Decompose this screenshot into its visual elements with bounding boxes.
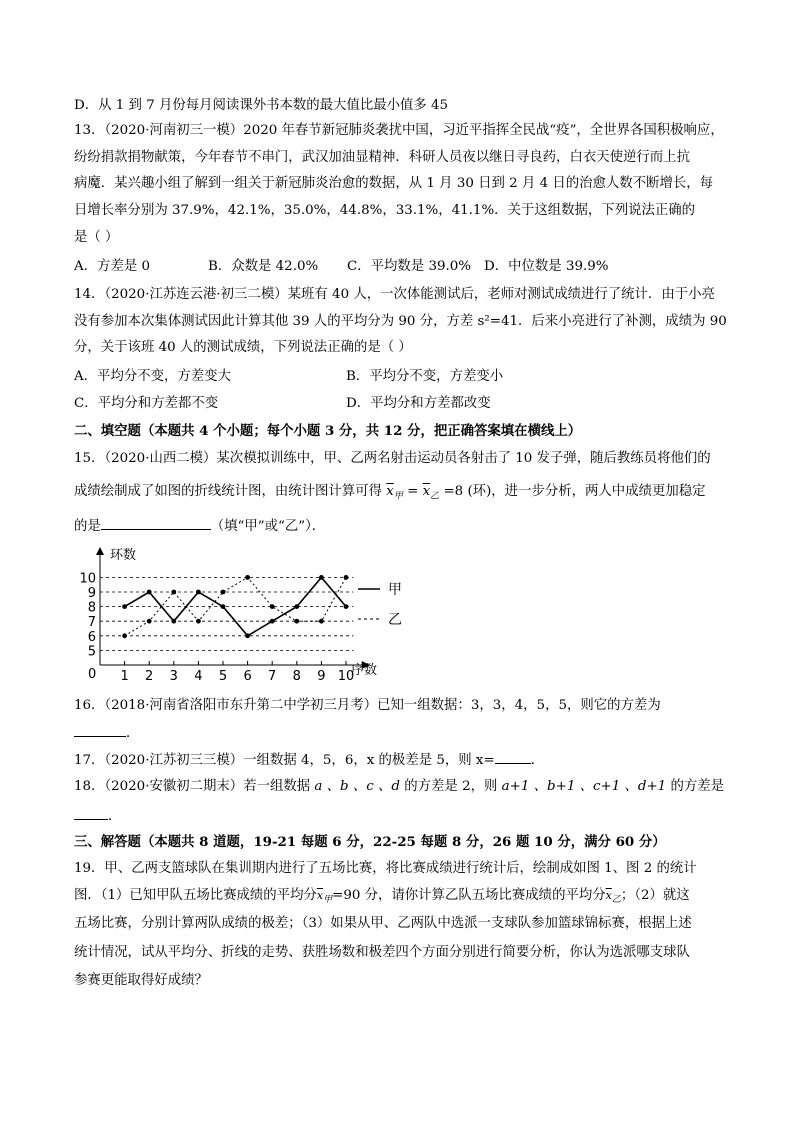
series-1-point-1 (122, 604, 127, 609)
y-tick-label-10: 10 (79, 571, 96, 587)
x-tick-label-1: 1 (120, 669, 129, 684)
q16-answer-blank[interactable] (74, 722, 126, 737)
y-tick-label-9: 9 (87, 586, 96, 601)
q15-line-3 (74, 515, 734, 537)
x-bar-yi: $\overline{x}$ (422, 484, 431, 499)
x-tick-label-5: 5 (218, 669, 228, 684)
series-1-point-7 (270, 619, 275, 624)
q13-line-3: 病魔．某兴趣小组了解到一组关于新冠肺炎治愈的数据，从 1 月 30 日到 2 月 4 日的治愈人数不断增长，每 (74, 176, 714, 191)
q13-line-1: 13．（2020·河南初三一模）2020 年春节新冠肺炎袭扰中国，习近平指挥全民战“疫”，全世界各国积极响应， (74, 123, 724, 138)
sub-jia: 甲 (393, 491, 403, 502)
series-2-point-2 (147, 619, 152, 624)
origin-label: 0 (88, 667, 97, 682)
series-2-point-5 (221, 590, 226, 595)
sub-jia-19: 甲 (323, 895, 333, 906)
series-1-point-6 (245, 633, 250, 638)
q15-line-3-text-a: 的是 (74, 519, 101, 534)
q19-line-1: 19．甲、乙两支篮球队在集训期内进行了五场比赛，将比赛成绩进行统计后，绘制成如图 1、图 2 的统计 (74, 861, 697, 876)
q15-line-2 (74, 482, 734, 507)
q14-option-c: C．平均分和方差都不变 (74, 396, 219, 411)
q13-line-2: 纷纷捐款捐物献策，今年春节不串门，武汉加油显精神．科研人员夜以继日寻良药，白衣天使逆行而上抗 (74, 150, 690, 165)
q18-text-b: 的方差是 2，则 (404, 779, 498, 794)
q13-option-b: B．众数是 42.0% (208, 259, 319, 274)
mean-value: =8 (443, 484, 464, 499)
x-tick-label-6: 6 (243, 669, 252, 684)
q14-line-3: 分，关于该班 40 人的测试成绩，下列说法正确的是（ ） (74, 340, 412, 355)
q18-text-c: 的方差是 (670, 779, 725, 794)
series-1-point-2 (147, 590, 152, 595)
q13-option-a: A．方差是 0 (74, 259, 151, 274)
series-2-point-4 (196, 619, 201, 624)
x-tick-label-2: 2 (145, 669, 154, 684)
q18-text-a: 18．（2020·安徽初二期末）若一组数据 (74, 779, 311, 794)
q14-option-b: B．平均分不变，方差变小 (346, 369, 504, 384)
y-tick-label-6: 6 (87, 629, 96, 645)
section-3-heading: 三、解答题（本题共 8 道题，19-21 每题 6 分，22-25 每题 8 分，26 题 10 分，满分 60 分） (74, 834, 666, 850)
sub-yi: 乙 (430, 491, 440, 502)
chart-legend (358, 582, 402, 628)
eq-sign: = (407, 484, 419, 499)
q19-line-3: 五场比赛，分别计算两队成绩的极差；（3）如果从甲、乙两队中选派一支球队参加篮球锦标赛，根据上述 (74, 916, 692, 931)
q13-option-c: C．平均数是 39.0% (347, 259, 471, 274)
q15-line-2-text-a: 成绩绘制成了如图的折线统计图，由统计图计算可得 (74, 484, 382, 499)
q14-option-a: A．平均分不变，方差变大 (74, 369, 231, 384)
series-2-point-3 (171, 590, 176, 595)
x-bar-jia: $\overline{x}$ (386, 484, 394, 499)
q13-option-d: D．中位数是 39.9% (484, 259, 609, 274)
q15-line-3-text-b: （填“甲”或“乙”）． (210, 519, 326, 534)
series-2-point-1 (122, 633, 127, 638)
series-1-point-8 (294, 604, 299, 609)
q13-line-4: 日增长率分别为 37.9%，42.1%，35.0%，44.8%，33.1%，41.1%．关于这组数据，下列说法正确的 (74, 203, 696, 218)
series-2-point-6 (245, 575, 250, 580)
q19-line-2 (74, 886, 734, 910)
series-2-point-7 (270, 604, 275, 609)
q19-text-b: =90 分，请你计算乙队五场比赛成绩的平均分 (332, 888, 606, 903)
x-tick-label-3: 3 (169, 669, 178, 684)
line-chart (70, 545, 410, 687)
x-tick-label-10: 10 (337, 669, 355, 684)
q14-line-1: 14．（2020·江苏连云港·初三二模）某班有 40 人，一次体能测试后，老师对测试成绩进行了统计．由于小亮 (74, 287, 715, 302)
y-tick-label-7: 7 (87, 615, 96, 631)
series-1-point-3 (171, 619, 176, 624)
q18-line-1 (74, 777, 734, 797)
y-tick-label-5: 5 (87, 644, 96, 660)
legend-label-2: 乙 (388, 612, 402, 628)
chart-grid (100, 577, 353, 650)
q18-end: ． (108, 809, 122, 824)
x-tick-label-4: 4 (194, 669, 203, 684)
x-tick-label-9: 9 (317, 669, 326, 684)
series-1-point-10 (344, 604, 349, 609)
q12-option-d: D．从 1 到 7 月份每月阅读课外书本数的最大值比最小值多 45 (74, 98, 449, 113)
q19-text-c: ；（2）就这 (620, 888, 690, 903)
y-tick-labels (79, 571, 96, 659)
q16-line-2 (74, 722, 734, 744)
x-tick-label-7: 7 (268, 669, 277, 684)
q16-line-1: 16．（2018·河南省洛阳市东升第二中学初三月考）已知一组数据：3，3，4，5，5，则它的方差为 (74, 698, 661, 713)
section-2-heading: 二、填空题（本题共 4 个小题；每个小题 3 分，共 12 分，把正确答案填在横线上） (74, 423, 582, 439)
q19-line-4: 统计情况，试从平均分、折线的走势、获胜场数和极差四个方面分别进行简要分析，你认为选派哪支球队 (74, 945, 690, 960)
q18-line-2 (74, 805, 734, 827)
x-tick-labels (120, 661, 354, 684)
series-1-point-4 (196, 590, 201, 595)
q15-line-1: 15．（2020·山西二模）某次模拟训练中，甲、乙两名射击运动员各射击了 10 发子弹，随后教练员将他们的 (74, 451, 711, 466)
q17-answer-blank[interactable] (495, 749, 531, 764)
x-bar-jia-19: $\overline{x}$ (316, 889, 324, 902)
series-2-point-10 (344, 575, 349, 580)
x-tick-label-8: 8 (292, 669, 301, 684)
q14-option-d: D．平均分和方差都改变 (346, 396, 491, 411)
q17-text: 17．（2020·江苏初三三模）一组数据 4，5，6，x 的极差是 5，则 x= (74, 753, 495, 768)
q15-line-2-text-b: (环)，进一步分析，两人中成绩更加稳定 (467, 484, 706, 499)
y-axis-label: 环数 (110, 548, 137, 563)
q17-end: ． (530, 753, 545, 768)
legend-label-1: 甲 (388, 582, 402, 598)
y-tick-label-8: 8 (87, 600, 96, 616)
sub-yi-19: 乙 (611, 895, 621, 906)
q15-mean-formula (386, 484, 467, 502)
series-1-point-5 (221, 604, 226, 609)
q16-end: ． (126, 726, 140, 741)
x-bar-yi-19: $\overline{x}$ (605, 889, 612, 902)
q19-mean-jia (316, 889, 333, 906)
q13-line-5: 是（ ） (74, 230, 119, 245)
q17-line (74, 749, 734, 771)
q19-text-a: 图．（1）已知甲队五场比赛成绩的平均分 (74, 888, 317, 903)
q18-answer-blank[interactable] (74, 805, 108, 820)
series-2-point-8 (294, 619, 299, 624)
series-2-point-9 (319, 619, 324, 624)
q18-plus-vars: a+1 、b+1 、c+1 、d+1 (501, 779, 667, 794)
q18-vars: a 、b 、c 、d (314, 779, 400, 794)
q14-line-2: 没有参加本次集体测试因此计算其他 39 人的平均分为 90 分，方差 s²=41．后来小亮进行了补测，成绩为 90 (74, 314, 727, 329)
q19-line-5: 参赛更能取得好成绩？ (74, 973, 208, 988)
q19-mean-yi (605, 889, 621, 906)
q15-answer-blank[interactable] (101, 515, 211, 530)
x-axis-label: 序数 (351, 663, 378, 678)
series-1-point-9 (319, 575, 324, 580)
